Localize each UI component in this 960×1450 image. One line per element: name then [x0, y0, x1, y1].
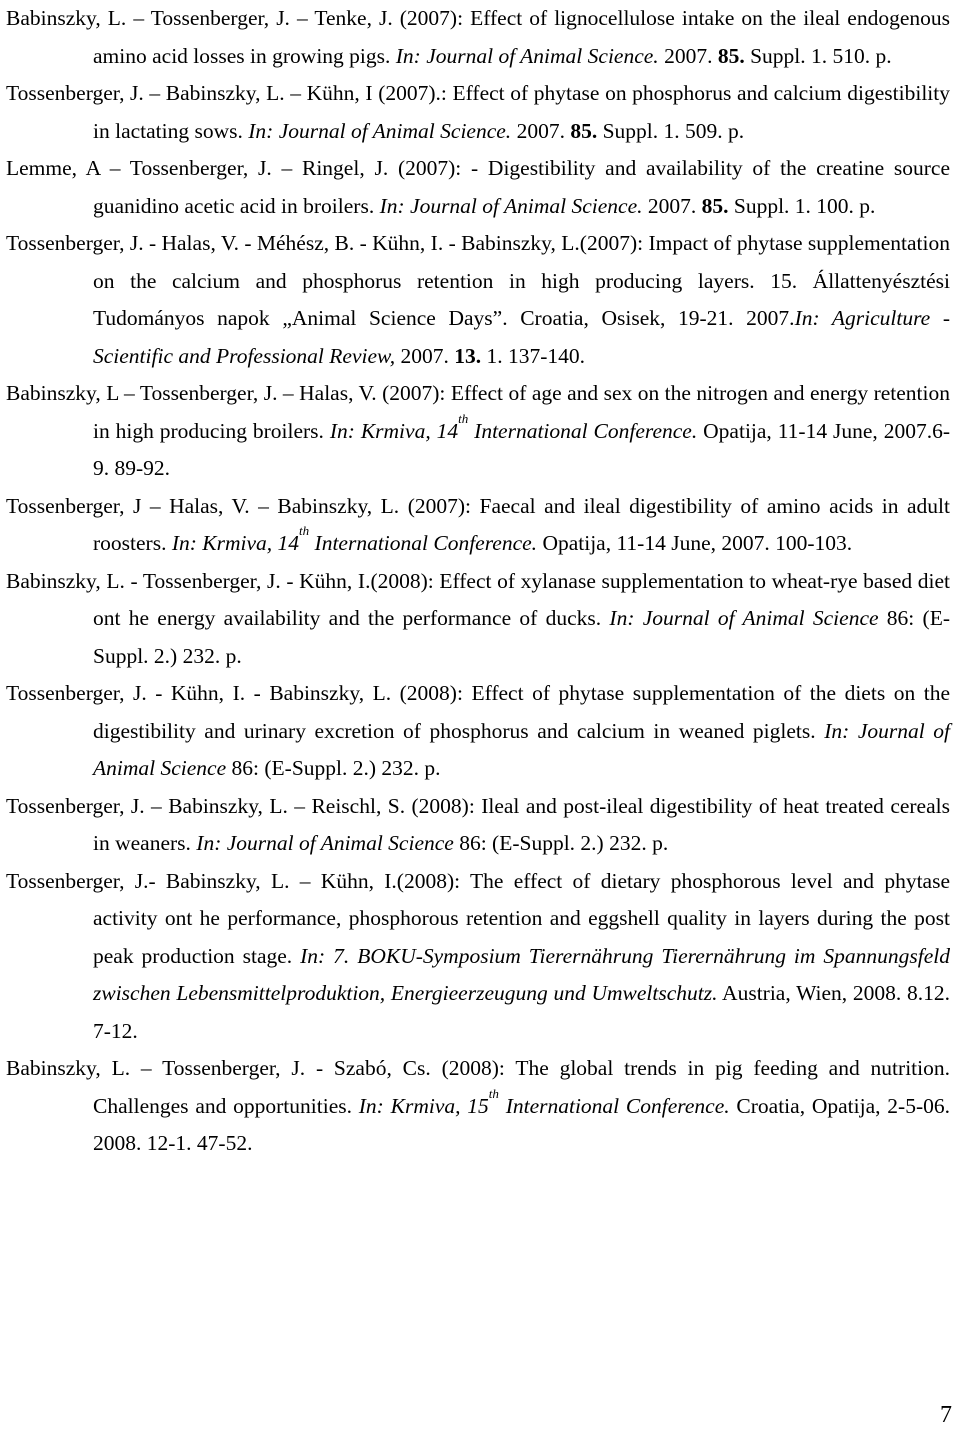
page-number: 7 — [940, 1402, 952, 1428]
reference-authors: Tossenberger, J – Halas, V. – Babinszky, L. — [6, 493, 400, 518]
reference-title: (2008): The effect of dietary phosphorous level and phytase activity ont he performance, phosphorous retention and eggshell quality in layers during the post peak production stage. — [93, 868, 951, 968]
reference-volume: 85. — [570, 118, 598, 143]
reference-journal-part: International Conference. — [468, 418, 698, 443]
reference-pages: 86: (E-Suppl. 2.) 232. p. — [93, 606, 950, 668]
reference-pages: Austria, Wien, 2008. 8.12. 7-12. — [93, 981, 951, 1043]
reference-title: (2008): Ileal and post-ileal digestibility of heat treated cereals in weaners. — [93, 793, 950, 855]
reference-journal-part: In: Krmiva, 14 — [171, 531, 300, 555]
reference-title: (2008): Effect of phytase supplementation of the diets on the digestibility and urinary excretion of phosphorus and calcium in weaned piglets. — [93, 681, 950, 743]
reference-entry — [6, 1050, 950, 1163]
reference-journal-part: In: Krmiva, 15 — [358, 1093, 489, 1118]
reference-list — [6, 0, 950, 1163]
reference-volume: 13. — [454, 343, 482, 368]
reference-authors: Babinszky, L. - Tossenberger, J. - Kühn, I. — [6, 568, 371, 593]
reference-entry — [6, 375, 950, 488]
reference-title: (2008): The global trends in pig feeding and nutrition. Challenges and opportunities. — [93, 1056, 950, 1118]
reference-volume: 85. — [701, 193, 729, 218]
reference-entry — [6, 225, 950, 375]
reference-entry — [6, 75, 950, 150]
reference-pages: Suppl. 1. 509. p. — [597, 118, 745, 143]
reference-year: 2007. — [642, 193, 702, 218]
ordinal-suffix: th — [488, 1085, 499, 1101]
reference-entry — [6, 488, 950, 563]
reference-authors: Babinszky, L. – Tossenberger, J. – Tenke, J. — [6, 6, 393, 30]
reference-entry — [6, 675, 950, 788]
reference-journal: In: 7. BOKU-Symposium Tierernährung Tierernährung im Spannungsfeld zwischen Lebensmittelproduktion, Energieerzeugung und Umweltschutz. — [93, 943, 950, 1005]
reference-pages: Opatija, 11-14 June, 2007. 100-103. — [537, 531, 853, 555]
reference-pages: 1. 137-140. — [481, 343, 586, 368]
reference-entry — [6, 863, 950, 1051]
reference-title: (2007): - Digestibility and availability of the creatine source guanidino acetic acid in broilers. — [93, 156, 950, 218]
reference-journal: In: Journal of Animal Science — [196, 831, 454, 855]
ordinal-suffix: th — [458, 410, 469, 426]
reference-title: (2007): Impact of phytase supplementation on the calcium and phosphorus retention in high producing layers. 15. Állattenyésztési Tudományos napok „Animal Science Days”. Croatia, Osisek, 19-21. 2007. — [93, 231, 951, 330]
reference-journal-part: International Conference. — [309, 531, 538, 555]
reference-journal: In: Journal of Animal Science. — [248, 118, 512, 143]
reference-journal-part: International Conference. — [498, 1093, 730, 1118]
reference-year: 2007. — [511, 118, 571, 143]
reference-authors: Tossenberger, J. - Kühn, I. - Babinszky, L. — [6, 681, 392, 705]
reference-journal: In: Journal of Animal Science — [609, 606, 879, 630]
reference-entry — [6, 788, 950, 863]
reference-title: (2008): Effect of xylanase supplementation to wheat-rye based diet ont he energy availability and the performance of ducks. — [93, 568, 950, 630]
reference-journal-part: In: Krmiva, 14 — [329, 418, 459, 443]
reference-authors: Tossenberger, J. – Babinszky, L. – Kühn, I (2007). — [6, 81, 441, 105]
reference-journal: In: Journal of Animal Science — [93, 718, 950, 780]
reference-year: 2007. — [658, 43, 718, 68]
reference-journal: In: Journal of Animal Science. — [379, 193, 643, 218]
reference-authors: Babinszky, L – Tossenberger, J. – Halas, V. — [6, 381, 377, 405]
reference-authors: Tossenberger, J.- Babinszky, L. – Kühn, I. — [6, 868, 397, 893]
reference-title: : Effect of phytase on phosphorus and calcium digestibility in lactating sows. — [93, 81, 950, 143]
reference-authors: Tossenberger, J. – Babinszky, L. – Reischl, S. — [6, 793, 406, 818]
reference-authors: Tossenberger, J. - Halas, V. - Méhész, B. - Kühn, I. - Babinszky, L. — [6, 231, 580, 255]
reference-journal — [358, 1085, 730, 1118]
reference-entry — [6, 0, 950, 75]
reference-journal: In: Journal of Animal Science. — [395, 43, 659, 68]
reference-authors: Lemme, A – Tossenberger, J. – Ringel, J. — [6, 156, 389, 180]
reference-entry — [6, 150, 950, 225]
reference-journal — [329, 410, 698, 443]
reference-pages: 86: (E-Suppl. 2.) 232. p. — [226, 756, 441, 780]
reference-journal: In: Agriculture - Scientific and Professional Review, — [93, 306, 950, 368]
reference-title: (2007): Faecal and ileal digestibility of amino acids in adult roosters. — [93, 493, 950, 555]
reference-pages: Croatia, Opatija, 2-5-06. 2008. 12-1. 47-52. — [93, 1093, 950, 1155]
reference-entry — [6, 563, 950, 676]
reference-title: (2007): Effect of age and sex on the nitrogen and energy retention in high producing broilers. — [93, 381, 950, 443]
reference-title: (2007): Effect of lignocellulose intake on the ileal endogenous amino acid losses in growing pigs. — [93, 6, 950, 68]
reference-volume: 85. — [717, 43, 745, 68]
reference-pages: 86: (E-Suppl. 2.) 232. p. — [453, 831, 669, 855]
reference-pages: Opatija, 11-14 June, 2007.6-9. 89-92. — [93, 418, 950, 480]
reference-pages: Suppl. 1. 100. p. — [728, 193, 876, 218]
reference-year: 2007. — [395, 343, 455, 368]
ordinal-suffix: th — [299, 523, 310, 538]
reference-authors: Babinszky, L. – Tossenberger, J. - Szabó, Cs. — [6, 1056, 431, 1080]
reference-pages: Suppl. 1. 510. p. — [744, 43, 892, 68]
reference-journal — [171, 523, 538, 555]
